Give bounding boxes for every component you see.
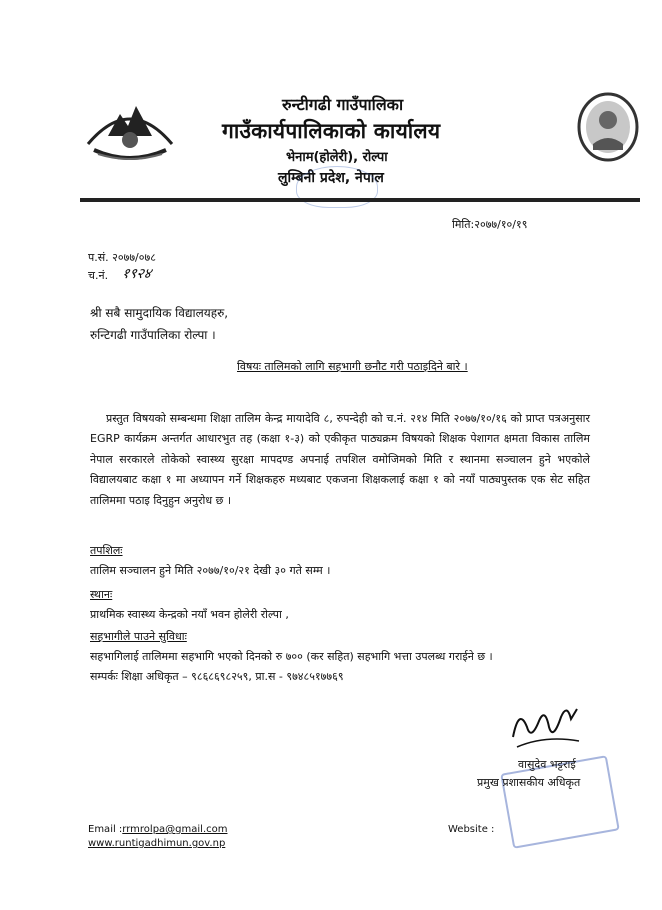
place-text: प्राथमिक स्वास्थ्य केन्द्रको नयाँ भवन होलेरी रोल्पा , xyxy=(90,608,289,621)
details-text: तालिम सञ्चालन हुने मिति २०७७/१०/२१ देखी ३० गते सम्म । xyxy=(90,564,331,577)
signatory-name: वासुदेव भट्टराई xyxy=(518,758,576,771)
municipality-name: रुन्टीगढी गाउँपालिका xyxy=(282,95,404,114)
header-divider xyxy=(80,198,640,202)
contact-text: सम्पर्कः शिक्षा अधिकृत – ९८६८६९८२५९, प्रा.स - ९७४८५१७७६९ xyxy=(90,670,344,683)
details-heading: तपशिलः xyxy=(90,544,123,557)
dispatch-number-label: च.नं. xyxy=(88,269,109,282)
office-address: भेनाम(होलेरी), रोल्पा xyxy=(286,150,388,165)
website-label: Website : xyxy=(448,824,495,835)
signatory-title: प्रमुख प्रशासकीय अधिकृत xyxy=(477,776,581,789)
place-heading: स्थानः xyxy=(90,588,113,601)
signature-mark xyxy=(505,697,585,759)
recipient-line-1: श्री सबै सामुदायिक विद्यालयहरु, xyxy=(90,306,229,320)
letter-body: प्रस्तुत विषयको सम्बन्धमा शिक्षा तालिम केन्द्र मायादेवि ८, रुपन्देही को च.नं. २१४ मिति २०७७/१०/१६ को प्राप्त पत्रअनुसार EGRP कार्यक्रम अन्तर्गत आधारभुत तह (कक्षा १-३) को एकीकृत पाठ्यक्रम विषयको शिक्षक पेशागत क्षमता विकास तालिम नेपाल सरकारले तोकेको स्वास्थ्य सुरक्षा मापदण्ड अपनाई तपशिल वमोजिमको मिति र स्थानमा सञ्चालन हुने भएकोले विद्यालयबाट कक्षा १ मा अध्यापन गर्ने शिक्षकहरु मध्यबाट एकजना शिक्षकलाई कक्षा १ को नयाँ पाठ्यपुस्तक एक सेट सहित तालिममा पठाइ दिनुहुन अनुरोध छ । xyxy=(90,412,590,507)
nepal-emblem-icon xyxy=(80,84,180,166)
province-country: लुम्बिनी प्रदेश, नेपाल xyxy=(278,170,384,186)
office-name: गाउँकार्यपालिकाको कार्यालय xyxy=(222,119,441,143)
municipality-logo-icon xyxy=(577,92,639,162)
dispatch-number-value: १९२४ xyxy=(120,266,153,282)
email-link[interactable]: rrmrolpa@gmail.com xyxy=(122,824,228,835)
reference-number: प.सं. २०७७/०७८ xyxy=(88,251,156,264)
website-link[interactable]: www.runtigadhimun.gov.np xyxy=(88,838,226,849)
letter-subject: विषयः तालिमको लागि सहभागी छनौट गरी पठाइदिने बारे । xyxy=(237,360,468,373)
footer-email xyxy=(88,824,227,835)
facility-text: सहभागिलाई तालिममा सहभागि भएको दिनको रु ७०० (कर सहित) सहभागि भत्ता उपलब्ध गराईने छ । xyxy=(90,650,493,663)
recipient-line-2: रुन्टिगढी गाउँपालिका रोल्पा । xyxy=(90,328,216,342)
facility-heading: सहभागीले पाउने सुविधाः xyxy=(90,630,187,643)
letter-date: मिति:२०७७/१०/१९ xyxy=(452,218,528,231)
email-label: Email : xyxy=(88,824,123,835)
